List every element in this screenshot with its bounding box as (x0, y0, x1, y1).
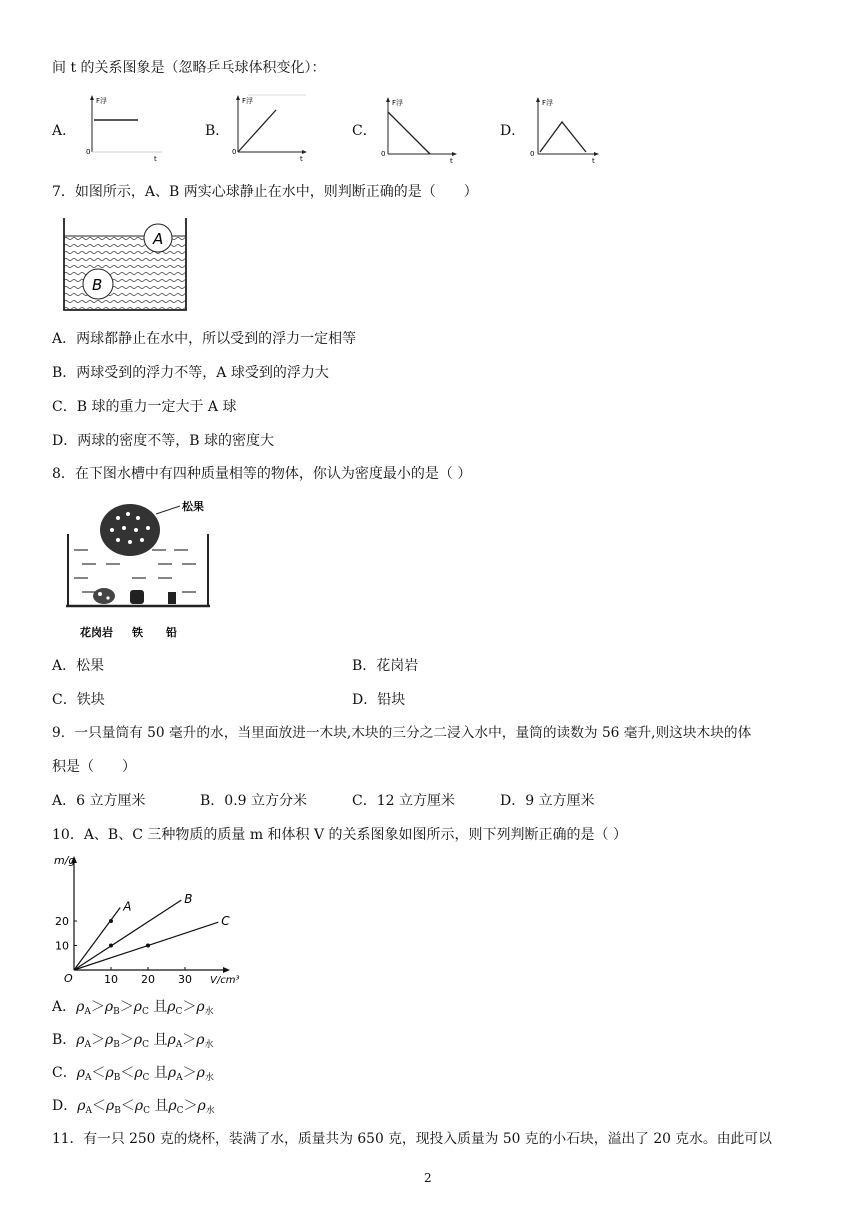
q6-graph-c-xlabel: t (450, 157, 453, 164)
series-label-b: B (184, 892, 193, 907)
q6-option-c-label: C． (352, 123, 377, 139)
data-point-c (146, 944, 150, 948)
q6-graph-c (376, 94, 460, 164)
q10-stem: 10．A、B、C 三种物质的质量 m 和体积 V 的关系图象如图所示，则下列判断正确的是（ ） (52, 827, 628, 843)
q8-label-granite: 花岗岩 (80, 626, 113, 639)
q7-option-d: D．两球的密度不等，B 球的密度大 (52, 433, 274, 449)
q6-graph-d-origin: 0 (530, 150, 535, 158)
x-tick-label: 10 (104, 973, 118, 986)
series-label-a: A (123, 899, 132, 914)
q8-option-d: D．铅块 (352, 692, 406, 708)
q7-ball-b-label: B (92, 276, 103, 294)
q9-option-c: C．12 立方厘米 (352, 793, 455, 809)
q9-option-a: A．6 立方厘米 (52, 793, 146, 809)
x-axis-arrow (223, 967, 230, 973)
q8-label-iron: 铁 (132, 626, 143, 639)
data-point-a (109, 919, 113, 923)
y-tick-label: 20 (55, 915, 69, 928)
q7-stem: 7．如图所示，A、B 两实心球静止在水中，则判断正确的是（ ） (52, 184, 478, 200)
series-line-a (74, 908, 120, 970)
q7-ball-a-label: A (153, 230, 164, 248)
q9-stem-line1: 9．一只量筒有 50 毫升的水，当里面放进一木块,木块的三分之二浸入水中，量筒的读数为 56 毫升,则这块木块的体 (52, 725, 752, 741)
q6-graph-d-xlabel: t (592, 157, 595, 164)
page-number: 2 (424, 1171, 432, 1185)
data-point-b (109, 944, 113, 948)
q10-option-a: A．$\rho_A>\rho_B>\rho_C$ 且$\rho_C>\rho_水$ (52, 999, 214, 1017)
q8-option-b: B．花岗岩 (352, 658, 419, 674)
q6-graph-b-origin: 0 (232, 148, 237, 156)
q7-option-c: C．B 球的重力一定大于 A 球 (52, 399, 237, 415)
q8-option-a: A．松果 (52, 658, 105, 674)
q6-graph-b-ylabel: F浮 (242, 97, 254, 105)
q11-stem: 11．有一只 250 克的烧杯，装满了水，质量共为 650 克，现投入质量为 50 克的小石块，溢出了 20 克水。由此可以 (52, 1131, 772, 1147)
q6-graph-c-ylabel: F浮 (392, 99, 404, 107)
q8-tank-figure (62, 488, 222, 644)
q9-stem-line2: 积是（ ） (52, 759, 136, 775)
y-axis-label: m/g (54, 854, 76, 867)
q6-option-a-label: A． (52, 123, 77, 139)
q6-graph-d (524, 94, 604, 164)
q8-option-c: C．铁块 (52, 692, 105, 708)
q6-graph-a (82, 92, 172, 162)
q8-label-pinecone: 松果 (182, 500, 204, 513)
q10-mass-volume-chart (54, 852, 254, 988)
q10-option-b: B．$\rho_A>\rho_B>\rho_C$ 且$\rho_A>\rho_水$ (52, 1032, 214, 1050)
q9-option-d: D．9 立方厘米 (500, 793, 595, 809)
q6-graph-a-xlabel: t (154, 155, 157, 162)
q10-option-d: D．$\rho_A<\rho_B<\rho_C$ 且$\rho_C>\rho_水$ (52, 1098, 215, 1116)
q6-option-b-label: B． (205, 123, 230, 139)
q6-graph-b-xlabel: t (300, 155, 303, 162)
q6-graph-c-origin: 0 (381, 150, 386, 158)
q8-stem: 8．在下图水槽中有四种质量相等的物体，你认为密度最小的是（ ） (52, 466, 472, 482)
q7-option-a: A．两球都静止在水中，所以受到的浮力一定相等 (52, 331, 357, 347)
series-label-c: C (221, 914, 230, 929)
q6-stem-continued: 间 t 的关系图象是（忽略乒乓球体积变化）： (52, 60, 326, 76)
q9-option-b: B．0.9 立方分米 (200, 793, 308, 809)
q6-option-d-label: D． (500, 123, 526, 139)
q7-option-b: B．两球受到的浮力不等，A 球受到的浮力大 (52, 365, 329, 381)
x-tick-label: 30 (178, 973, 192, 986)
chart-origin: O (64, 972, 73, 985)
q6-graph-a-ylabel: F浮 (96, 97, 108, 105)
q6-graph-b (228, 92, 308, 162)
x-tick-label: 20 (141, 973, 155, 986)
q10-option-c: C．$\rho_A<\rho_B<\rho_C$ 且$\rho_A>\rho_水$ (52, 1065, 214, 1083)
q7-tank-figure (56, 214, 196, 314)
q6-graph-d-ylabel: F浮 (542, 99, 554, 107)
q8-label-lead: 铅 (166, 626, 177, 639)
q6-graph-a-origin: 0 (86, 148, 91, 156)
x-axis-label: V/cm³ (210, 975, 240, 986)
y-tick-label: 10 (55, 939, 69, 953)
